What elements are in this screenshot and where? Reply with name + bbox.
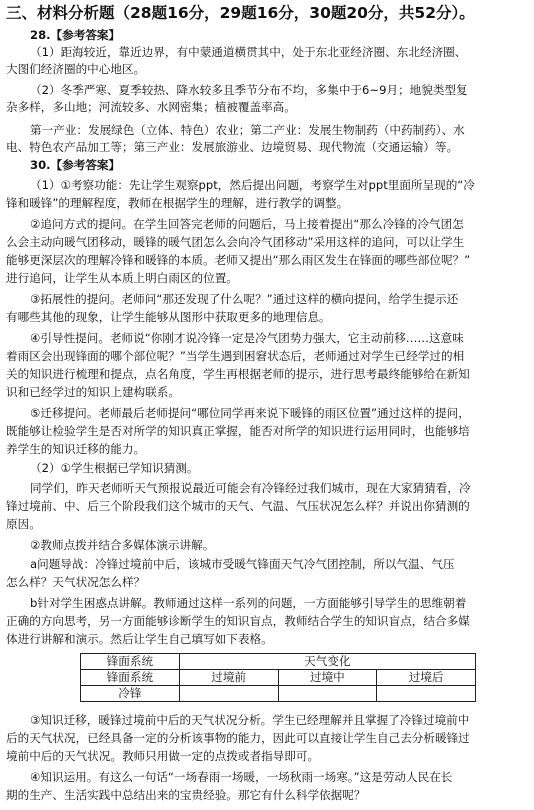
- table-header-row: [81, 654, 476, 670]
- text-line: 大图们经济圈的中心地区。: [6, 62, 146, 76]
- table-row: [81, 686, 476, 702]
- section-heading: 三、材料分析题（28题16分，29题16分，30题20分，共52分）。: [6, 4, 475, 22]
- text-line: 锋和暖锋”的理解程度，教师在根据学生的理解，进行教学的调整。: [6, 196, 349, 210]
- text-line: 锋过境前、中、后三个阶段我们这个城市的天气、气温、气压状况怎么样？并说出你猜测的: [6, 499, 470, 513]
- table-cell: [377, 686, 476, 702]
- text-line: ②教师点拨并结合多媒体演示讲解。: [30, 538, 215, 552]
- table-cell: [278, 686, 377, 702]
- text-line: 原因。: [6, 517, 41, 531]
- text-line: 着雨区会出现锋面的哪个部位呢？”当学生遇到困窘状态后，老师通过对学生已经学过的相: [6, 349, 465, 363]
- table-header-cell: 过境中: [278, 670, 377, 686]
- text-line: 电、特色农产品加工等；第三产业：发展旅游业、边境贸易、现代物流（交通运输）等。: [6, 140, 459, 154]
- text-line: 怎么样？天气状况怎么样？: [6, 575, 146, 589]
- text-line: 能够更深层次的理解冷锋和暖锋的本质。老师又提出“那么雨区发生在锋面的哪些部位呢？”: [6, 253, 471, 267]
- text-line: 么会主动向暖气团移动，暖锋的暖气团怎么会向冷气团移动”采用这样的追问，可以让学生: [6, 235, 465, 249]
- text-line: 同学们，昨天老师听天气预报说最近可能会有冷锋经过我们城市，现在大家猜猜看，冷: [30, 481, 471, 495]
- text-line: 关的知识进行梳理和提点，点名角度，学生再根据老师的提示，进行思考最终能够给在新知: [6, 367, 470, 381]
- text-line: b针对学生困惑点讲解。教师通过这样一系列的问题，一方面能够引导学生的思维朝着: [30, 596, 467, 610]
- text-line: ⑤迁移提问。老师最后老师提问“哪位同学再来说下暖锋的雨区位置”通过这样的提问，: [30, 406, 470, 420]
- text-line: （2）①学生根据已学知识猜测。: [30, 461, 199, 475]
- text-line: 养学生的知识迁移的能力。: [6, 442, 146, 456]
- table-header-cell: 锋面系统: [81, 654, 180, 670]
- text-line: a问题导战：冷锋过境前中后，该城市受暖气锋面天气冷气团控制，所以气温、气压: [30, 557, 455, 571]
- text-line: （1）距海较近，靠近边界，有中蒙通道横贯其中，处于东北亚经济圈、东北经济圈、: [30, 45, 467, 59]
- text-line: 体进行讲解和演示。然后让学生自己填写如下表格。: [6, 632, 273, 646]
- text-line: 有哪些其他的现象，让学生能够从图形中获取更多的地理信息。: [6, 310, 331, 324]
- weather-table: [80, 653, 476, 702]
- answer-28-title: 28.【参考答案】: [30, 28, 121, 42]
- text-line: ④引导性提问。老师说“你刚才说冷锋一定是冷气团势力强大，它主动前移……这意味: [30, 331, 464, 345]
- text-line: ③知识迁移，暖锋过境前中后的天气状况分析。学生已经理解并且掌握了冷锋过境前中: [30, 713, 470, 727]
- text-line: ④知识运用。有这么一句话“一场春雨一场暖，一场秋雨一场寒。”这是劳动人民在长: [30, 770, 453, 784]
- text-line: 境前中后的天气状况。教师只用做一定的点拨或者指导即可。: [6, 749, 320, 763]
- text-line: ②追问方式的提问。在学生回答完老师的问题后，马上接着提出“那么冷锋的冷气团怎: [30, 217, 464, 231]
- text-line: 后的天气状况，已经具备一定的分析该事物的能力，因此可以直接让学生自己去分析暖锋过: [6, 731, 470, 745]
- text-line: 正确的方向思考，另一方面能够诊断学生的知识盲点，教师结合学生的知识盲点，结合多媒: [6, 614, 470, 628]
- text-line: 期的生产、生活实践中总结出来的宝贵经验。那它有什么科学依据呢？: [6, 788, 366, 802]
- table-header-cell: 天气变化: [179, 654, 475, 670]
- table-header-cell: 锋面系统: [81, 670, 180, 686]
- text-line: 第一产业：发展绿色（立体、特色）农业；第二产业：发展生物制药（中药制药）、水: [30, 123, 465, 137]
- text-line: 既能够让检验学生是否对所学的知识真正掌握，能否对所学的知识进行运用同时，也能够培: [6, 424, 470, 438]
- text-line: 识和已经学过的知识上建构联系。: [6, 385, 180, 399]
- text-line: （2）冬季严寒、夏季较热、降水较多且季节分布不均，多集中于6~9月；地貌类型复: [30, 83, 468, 97]
- text-line: 杂多样，多山地；河流较多、水网密集；植被覆盖率高。: [6, 100, 296, 114]
- text-line: ③拓展性的提问。老师问“那还发现了什么呢？”通过这样的横向提问，给学生提示还: [30, 292, 459, 306]
- text-line: （1）①考察功能：先让学生观察ppt，然后提出问题，考察学生对ppt里面所呈现的“冷: [30, 178, 475, 192]
- table-header-cell: 过境后: [377, 670, 476, 686]
- table-header-row: [81, 670, 476, 686]
- answer-30-title: 30.【参考答案】: [30, 158, 121, 172]
- text-line: 进行追问，让学生从本质上明白雨区的位置。: [6, 271, 238, 285]
- table-header-cell: 过境前: [179, 670, 278, 686]
- table-cell: 冷锋: [81, 686, 180, 702]
- table-cell: [179, 686, 278, 702]
